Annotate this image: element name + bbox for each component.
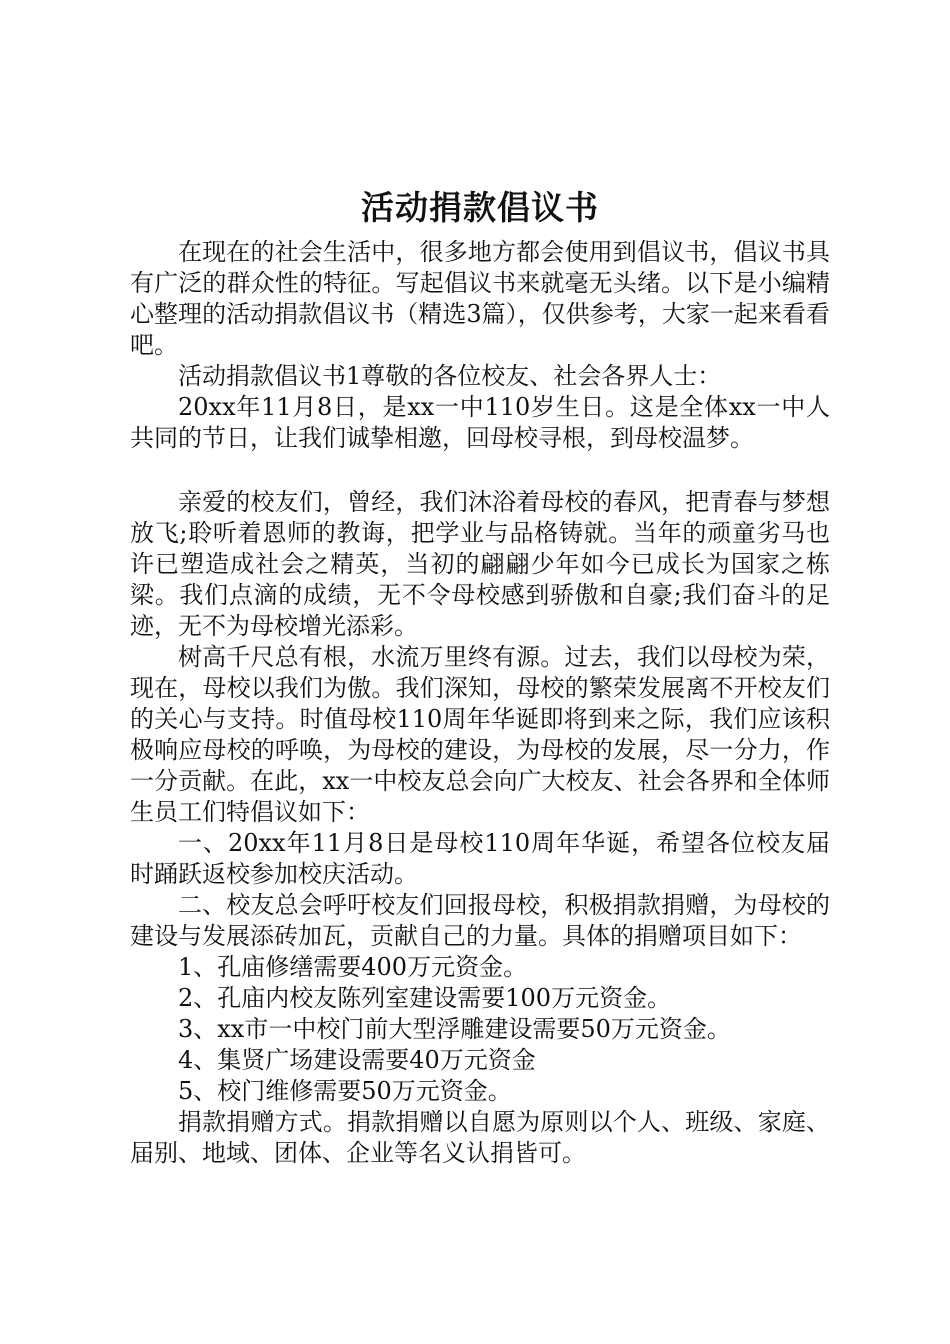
document-title: 活动捐款倡议书	[361, 188, 599, 227]
document-page	[130, 185, 830, 1169]
alumni-paragraph: 亲爱的校友们，曾经，我们沐浴着母校的春风，把青春与梦想放飞;聆听着恩师的教诲，把学业与品格铸就。当年的顽童劣马也许已塑造成社会之精英，当初的翩翩少年如今已成长为国家之栋梁。我们点滴的成绩，无不令母校感到骄傲和自豪;我们奋斗的足迹，无不为母校增光添彩。	[130, 488, 830, 640]
salutation-paragraph: 活动捐款倡议书1尊敬的各位校友、社会各界人士：	[178, 362, 722, 390]
donation-project-5: 5、校门维修需要50万元资金。	[178, 1077, 512, 1105]
donation-project-1: 1、孔庙修缮需要400万元资金。	[178, 953, 528, 981]
proposal-item-1: 一、20xx年11月8日是母校110周年华诞，希望各位校友届时踊跃返校参加校庆活动。	[130, 829, 830, 888]
donation-project-4: 4、集贤广场建设需要40万元资金	[178, 1046, 536, 1074]
donation-method-paragraph: 捐款捐赠方式。捐款捐赠以自愿为原则以个人、班级、家庭、届别、地域、团体、企业等名义认捐皆可。	[130, 1108, 830, 1167]
donation-project-2: 2、孔庙内校友陈列室建设需要100万元资金。	[178, 984, 672, 1012]
proposal-item-2: 二、校友总会呼吁校友们回报母校，积极捐款捐赠，为母校的建设与发展添砖加瓦，贡献自己的力量。具体的捐赠项目如下：	[130, 891, 830, 950]
intro-paragraph: 在现在的社会生活中，很多地方都会使用到倡议书，倡议书具有广泛的群众性的特征。写起倡议书来就毫无头绪。以下是小编精心整理的活动捐款倡议书（精选3篇），仅供参考，大家一起来看看吧。	[130, 238, 830, 359]
anniversary-paragraph: 20xx年11月8日，是xx一中110岁生日。这是全体xx一中人共同的节日，让我们诚挚相邀，回母校寻根，到母校温梦。	[130, 393, 830, 452]
donation-project-3: 3、xx市一中校门前大型浮雕建设需要50万元资金。	[178, 1015, 731, 1043]
roots-paragraph: 树高千尺总有根，水流万里终有源。过去，我们以母校为荣，现在，母校以我们为傲。我们深知，母校的繁荣发展离不开校友们的关心与支持。时值母校110周年华诞即将到来之际，我们应该积极响应母校的呼唤，为母校的建设，为母校的发展，尽一分力，作一分贡献。在此，xx一中校友总会向广大校友、社会各界和全体师生员工们特倡议如下：	[130, 643, 830, 826]
